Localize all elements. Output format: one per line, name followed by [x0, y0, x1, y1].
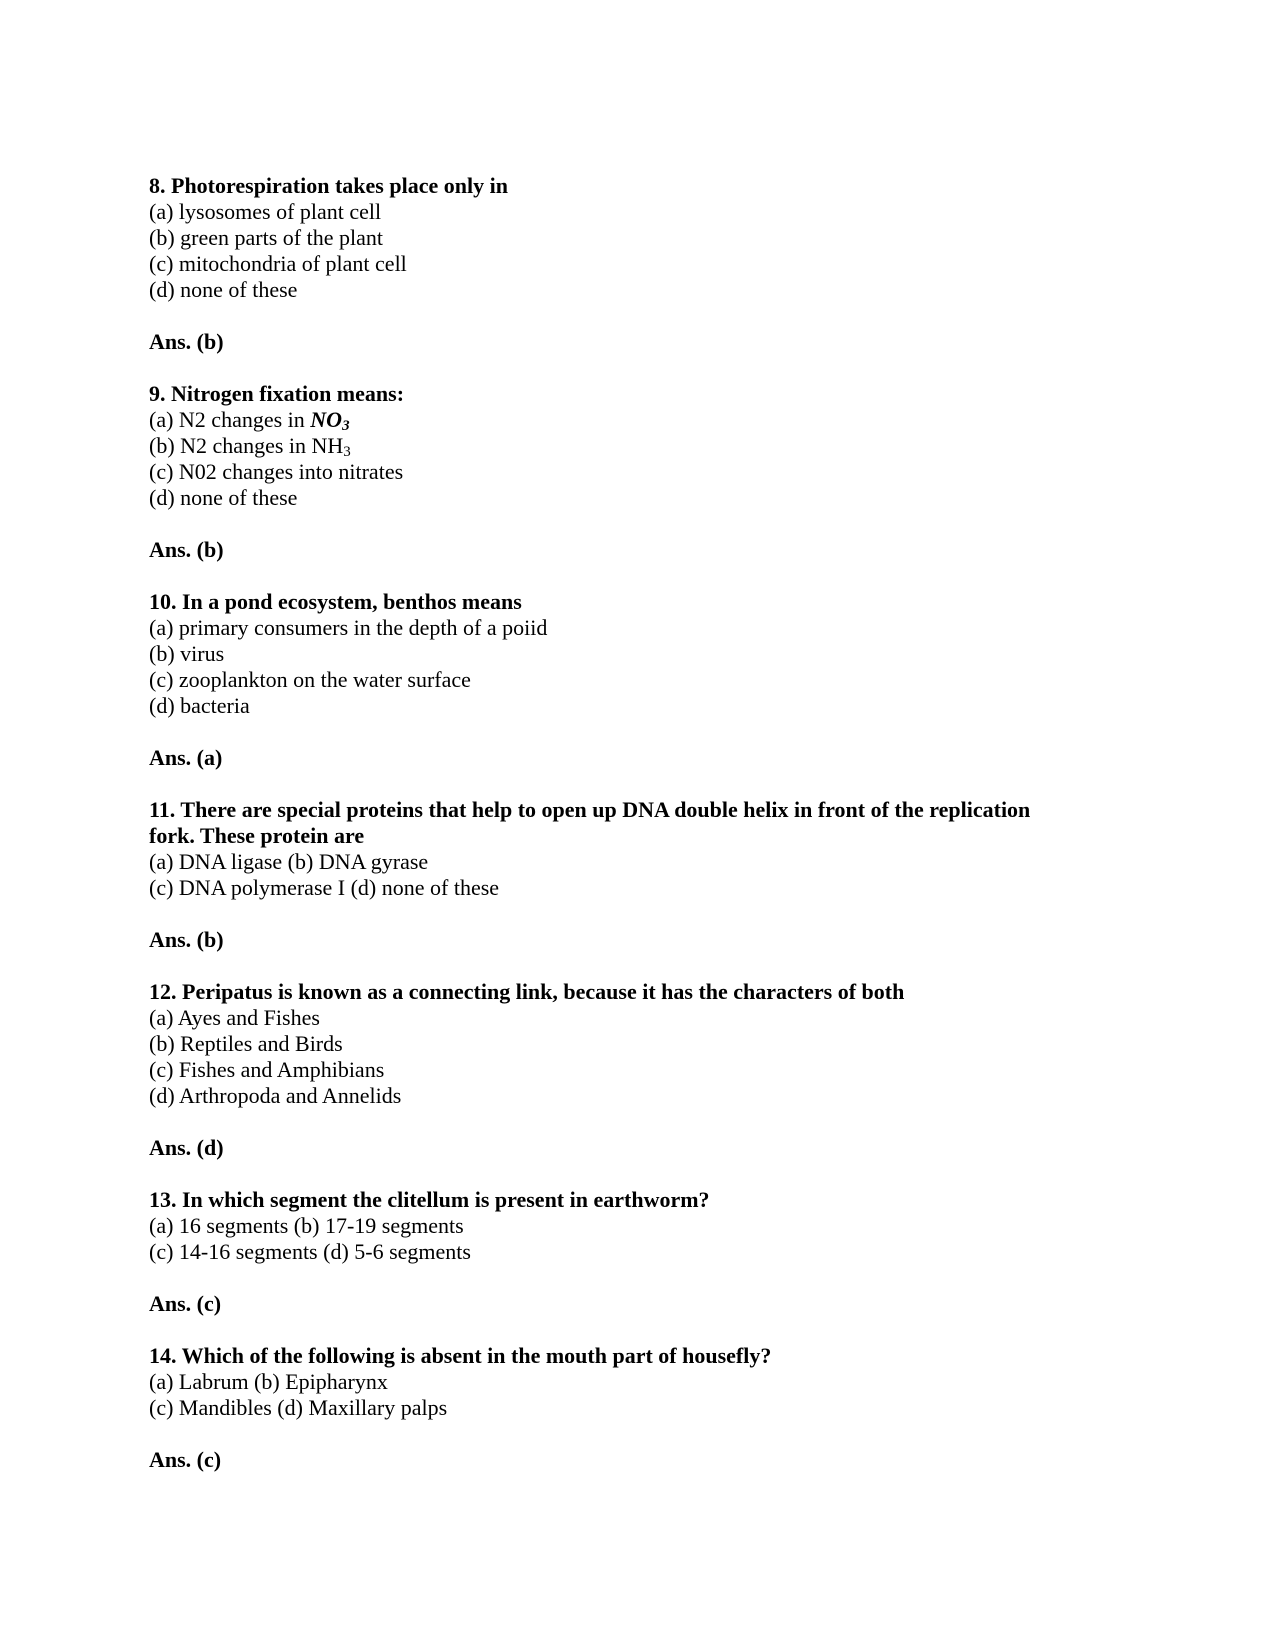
option-c: (c) zooplankton on the water surface — [149, 667, 471, 692]
option-d: (d) none of these — [149, 277, 298, 302]
answer-9: Ans. (b) — [149, 537, 224, 562]
answer-12: Ans. (d) — [149, 1135, 224, 1160]
question-9 — [149, 381, 1149, 511]
option-text: (a) N2 changes in — [149, 407, 311, 432]
question-title-line-2: fork. These protein are — [149, 823, 365, 848]
question-title: 8. Photorespiration takes place only in — [149, 173, 508, 198]
option-line-2: (c) Mandibles (d) Maxillary palps — [149, 1395, 448, 1420]
option-a: (a) lysosomes of plant cell — [149, 199, 382, 224]
chemical-formula — [310, 407, 349, 432]
option-a: (a) primary consumers in the depth of a poiid — [149, 615, 548, 640]
option-line-2: (c) 14-16 segments (d) 5-6 segments — [149, 1239, 471, 1264]
option-d: (d) none of these — [149, 485, 298, 510]
formula-base: NO — [310, 407, 343, 432]
question-12 — [149, 979, 1149, 1109]
question-title: 13. In which segment the clitellum is present in earthworm? — [149, 1187, 710, 1212]
question-title: 10. In a pond ecosystem, benthos means — [149, 589, 522, 614]
answer-10: Ans. (a) — [149, 745, 223, 770]
option-line-1: (a) DNA ligase (b) DNA gyrase — [149, 849, 429, 874]
question-title: 14. Which of the following is absent in the mouth part of housefly? — [149, 1343, 772, 1368]
answer-8: Ans. (b) — [149, 329, 224, 354]
formula-subscript: 3 — [342, 418, 350, 434]
option-line-2: (c) DNA polymerase I (d) none of these — [149, 875, 500, 900]
question-title: 9. Nitrogen fixation means: — [149, 381, 405, 406]
formula-subscript: 3 — [343, 444, 351, 460]
answer-13: Ans. (c) — [149, 1291, 222, 1316]
option-line-1: (a) 16 segments (b) 17-19 segments — [149, 1213, 464, 1238]
option-b: (b) virus — [149, 641, 225, 666]
answer-11: Ans. (b) — [149, 927, 224, 952]
option-c: (c) Fishes and Amphibians — [149, 1057, 385, 1082]
option-c: (c) N02 changes into nitrates — [149, 459, 404, 484]
question-8 — [149, 173, 1149, 303]
question-14 — [149, 1343, 1149, 1421]
option-c: (c) mitochondria of plant cell — [149, 251, 407, 276]
option-text: (b) N2 changes in NH — [149, 433, 344, 458]
option-d: (d) bacteria — [149, 693, 250, 718]
option-d: (d) Arthropoda and Annelids — [149, 1083, 402, 1108]
question-10 — [149, 589, 1149, 719]
question-list — [149, 173, 1149, 1499]
option-b: (b) Reptiles and Birds — [149, 1031, 343, 1056]
question-title-line-1: 11. There are special proteins that help to open up DNA double helix in front of the replication — [149, 797, 1031, 822]
option-b: (b) green parts of the plant — [149, 225, 383, 250]
option-a: (a) Ayes and Fishes — [149, 1005, 320, 1030]
option-b — [149, 433, 1149, 459]
question-13 — [149, 1187, 1149, 1265]
answer-14: Ans. (c) — [149, 1447, 222, 1472]
question-11 — [149, 797, 1149, 901]
option-line-1: (a) Labrum (b) Epipharynx — [149, 1369, 388, 1394]
option-a — [149, 407, 1149, 433]
question-title: 12. Peripatus is known as a connecting link, because it has the characters of both — [149, 979, 905, 1004]
